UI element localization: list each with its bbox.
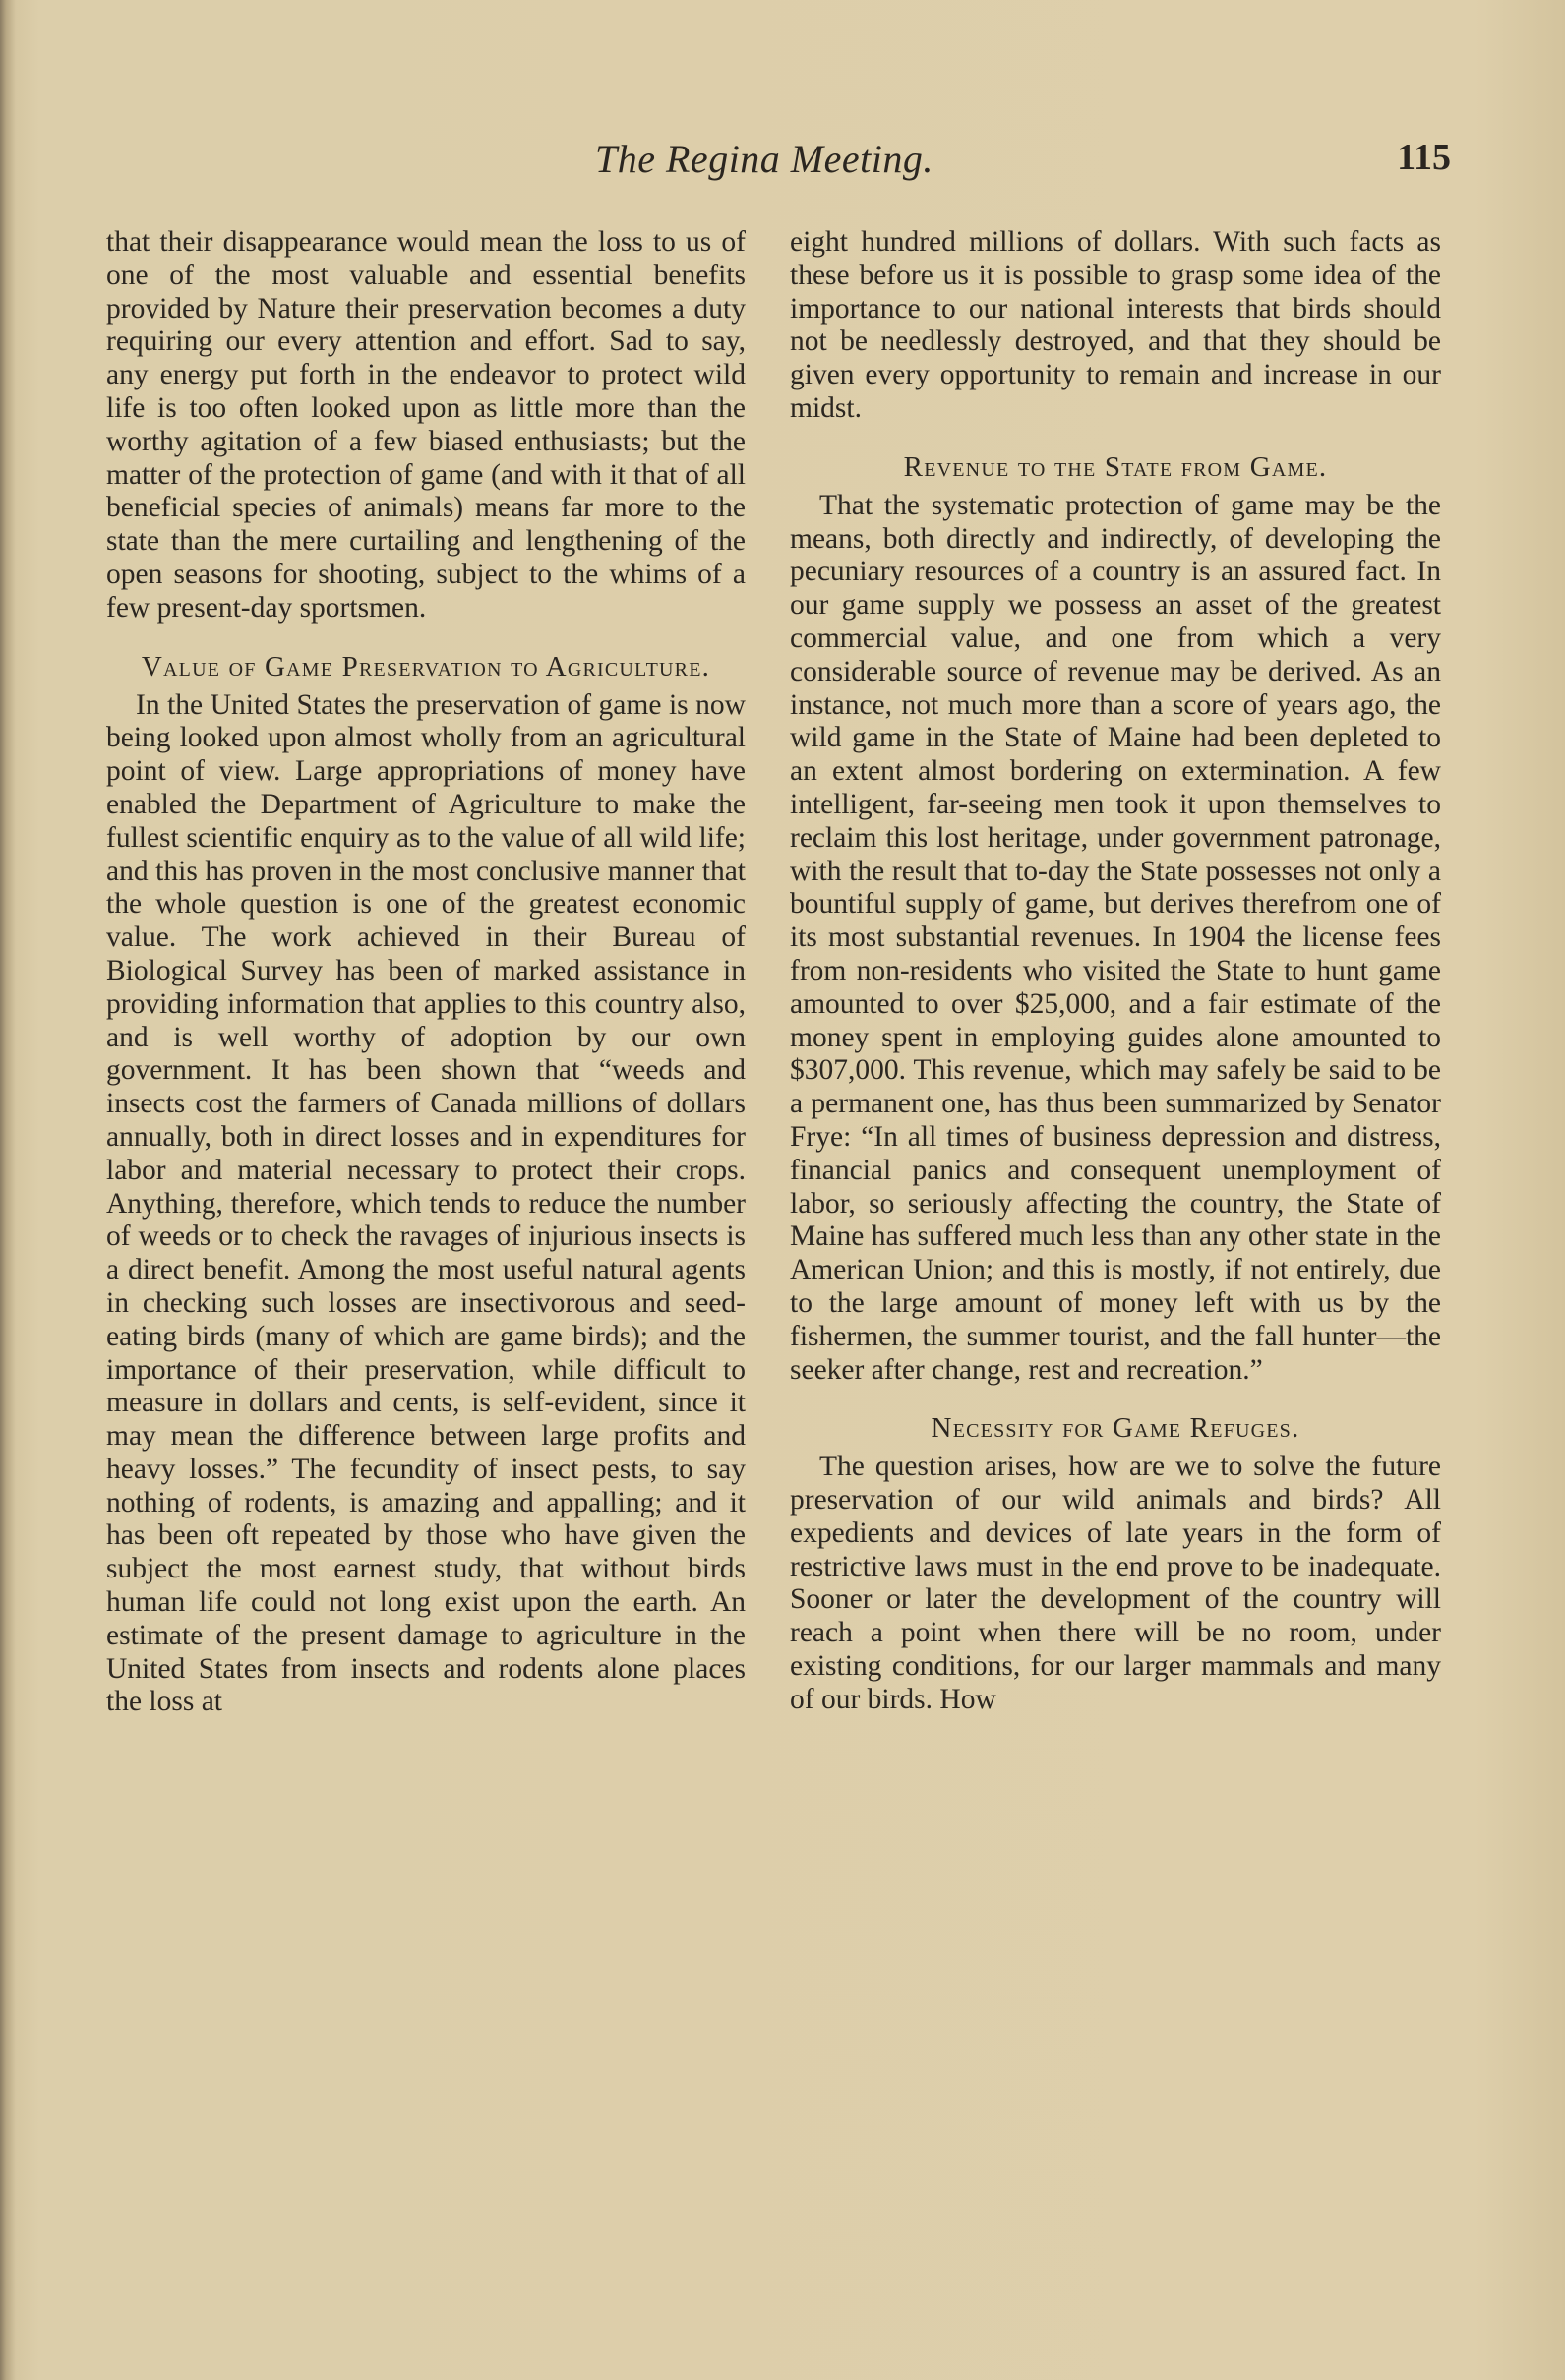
left-column [106,226,746,1719]
section-heading: Necessity for Game Refuges. [931,1412,1300,1445]
paragraph: eight hundred millions of dollars. With such facts as these before us it is possible to grasp some idea of the importance to our national interests that birds should not be needlessly destroyed, and that they should be given every opportunity to remain and increase in our midst. [790,226,1441,424]
paragraph: In the United States the preservation of game is now being looked upon almost wholly from an agricultural point of view. Large appropriations of money have enabled the Department of Agriculture to make the fullest scientific enquiry as to the value of all wild life; and this has proven in the most conclusive manner that the whole question is one of the greatest economic value. The work achieved in their Bureau of Biological Survey has been of marked assistance in providing information that applies to this country also, and is well worthy of adoption by our own government. It has been shown that “weeds and insects cost the farmers of Canada millions of dollars annually, both in direct losses and in expenditures for labor and material necessary to protect their crops. Anything, therefore, which tends to reduce the number of weeds or to check the ravages of injurious insects is a direct benefit. Among the most useful natural agents in checking such losses are insectivorous and seed-eating birds (many of which are game birds); and the importance of their preservation, while difficult to measure in dollars and cents, is self-evident, since it may mean the difference between large profits and heavy losses.” The fecundity of insect pests, to say nothing of rodents, is amazing and appalling; and it has been oft repeated by those who have given the subject the most earnest study, that without birds human life could not long exist upon the earth. An estimate of the present damage to agriculture in the United States from insects and rodents alone places the loss at [106,688,746,1718]
paragraph: That the systematic protection of game may be the means, both directly and indirectly, of developing the pecuniary resources of a country is an assured fact. In our game supply we possess an asset of the greatest commercial value, and one from which a very considerable source of revenue may be derived. As an instance, not much more than a score of years ago, the wild game in the State of Maine had been depleted to an extent almost bordering on extermination. A few intelligent, far-seeing men took it upon themselves to reclaim this lost heritage, under government patronage, with the result that to-day the State possesses not only a bountiful supply of game, but derives therefrom one of its most substantial revenues. In 1904 the license fees from non-residents who visited the State to hunt game amounted to over $25,000, and a fair estimate of the money spent in employing guides alone amounted to $307,000. This revenue, which may safely be said to be a permanent one, has thus been summarized by Senator Frye: “In all times of business depression and distress, financial panics and consequent unemployment of labor, so seriously affecting the country, the State of Maine has suffered much less than any other state in the American Union; and this is mostly, if not entirely, due to the large amount of money left with us by the fishermen, the summer tourist, and the fall hunter—the seeker after change, rest and recreation.” [790,489,1441,1386]
paragraph: that their disappearance would mean the loss to us of one of the most valuable and essential benefits provided by Nature their preservation becomes a duty requiring our every attention and effort. Sad to say, any energy put forth in the endeavor to protect wild life is too often looked upon as little more than the worthy agitation of a few biased enthusiasts; but the matter of the protection of game (and with it that of all beneficial species of animals) means far more to the state than the mere curtailing and lengthening of the open seasons for shooting, subject to the whims of a few present-day sportsmen. [106,226,746,624]
section-heading: Value of Game Preservation to Agriculture. [141,650,711,683]
section-heading: Revenue to the State from Game. [903,450,1328,483]
running-head [0,136,1565,195]
right-column [790,226,1441,1717]
page-title: The Regina Meeting. [595,137,933,181]
page-number: 115 [1397,137,1451,178]
paragraph: The question arises, how are we to solve the future preservation of our wild animals and birds? All expedients and devices of late years in the form of restrictive laws must in the end prove to be inadequate. Sooner or later the development of the country will reach a point when there will be no room, under existing conditions, for our larger mammals and many of our birds. How [790,1451,1441,1715]
